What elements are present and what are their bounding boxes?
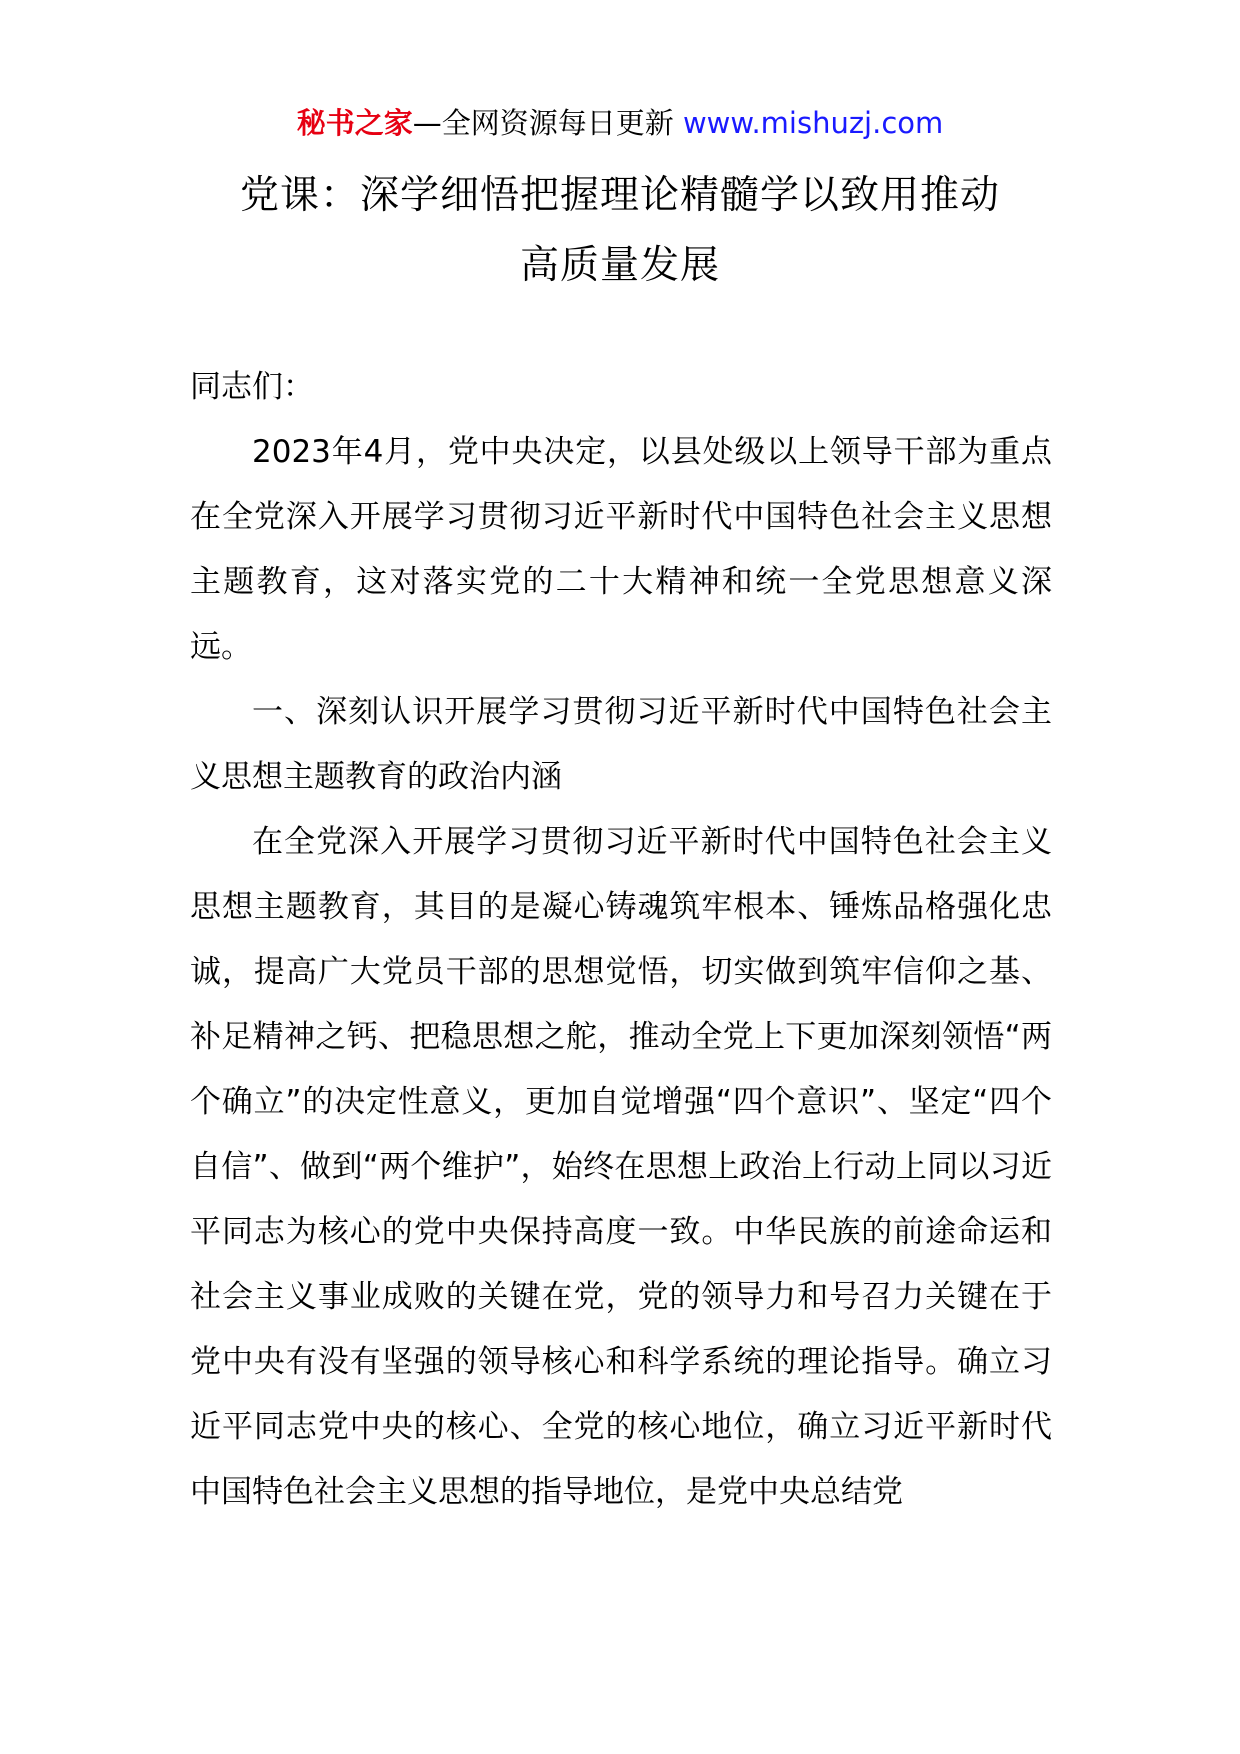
paragraph-section-1: 在全党深入开展学习贯彻习近平新时代中国特色社会主义思想主题教育，其目的是凝心铸魂筑牢根本、锤炼品格强化忠诚，提高广大党员干部的思想觉悟，切实做到筑牢信仰之基、补足精神之钙、把稳思想之舵，推动全党上下更加深刻领悟“两个确立”的决定性意义，更加自觉增强“四个意识”、坚定“四个自信”、做到“两个维护”，始终在思想上政治上行动上同以习近平同志为核心的党中央保持高度一致。中华民族的前途命运和社会主义事业成败的关键在党，党的领导力和号召力关键在于党中央有没有坚强的领导核心和科学系统的理论指导。确立习近平同志党中央的核心、全党的核心地位，确立习近平新时代中国特色社会主义思想的指导地位，是党中央总结党 [190,824,1052,1510]
document-title-line-1: 党课：深学细悟把握理论精髓学以致用推动 [239,173,1000,218]
site-header [0,100,1240,146]
salutation: 同志们： [190,369,314,405]
document-body [190,355,1052,1525]
document-title-line-2: 高质量发展 [519,243,720,288]
site-url-link[interactable]: www.mishuzj.com [682,106,944,140]
section-heading-1: 一、深刻认识开展学习贯彻习近平新时代中国特色社会主义思想主题教育的政治内涵 [190,694,1052,795]
paragraph-intro: 2023年4月，党中央决定，以县处级以上领导干部为重点在全党深入开展学习贯彻习近平新时代中国特色社会主义思想主题教育，这对落实党的二十大精神和统一全党思想意义深远。 [190,434,1052,665]
brand-name: 秘书之家 [296,106,413,140]
header-tagline: —全网资源每日更新 [412,106,683,140]
